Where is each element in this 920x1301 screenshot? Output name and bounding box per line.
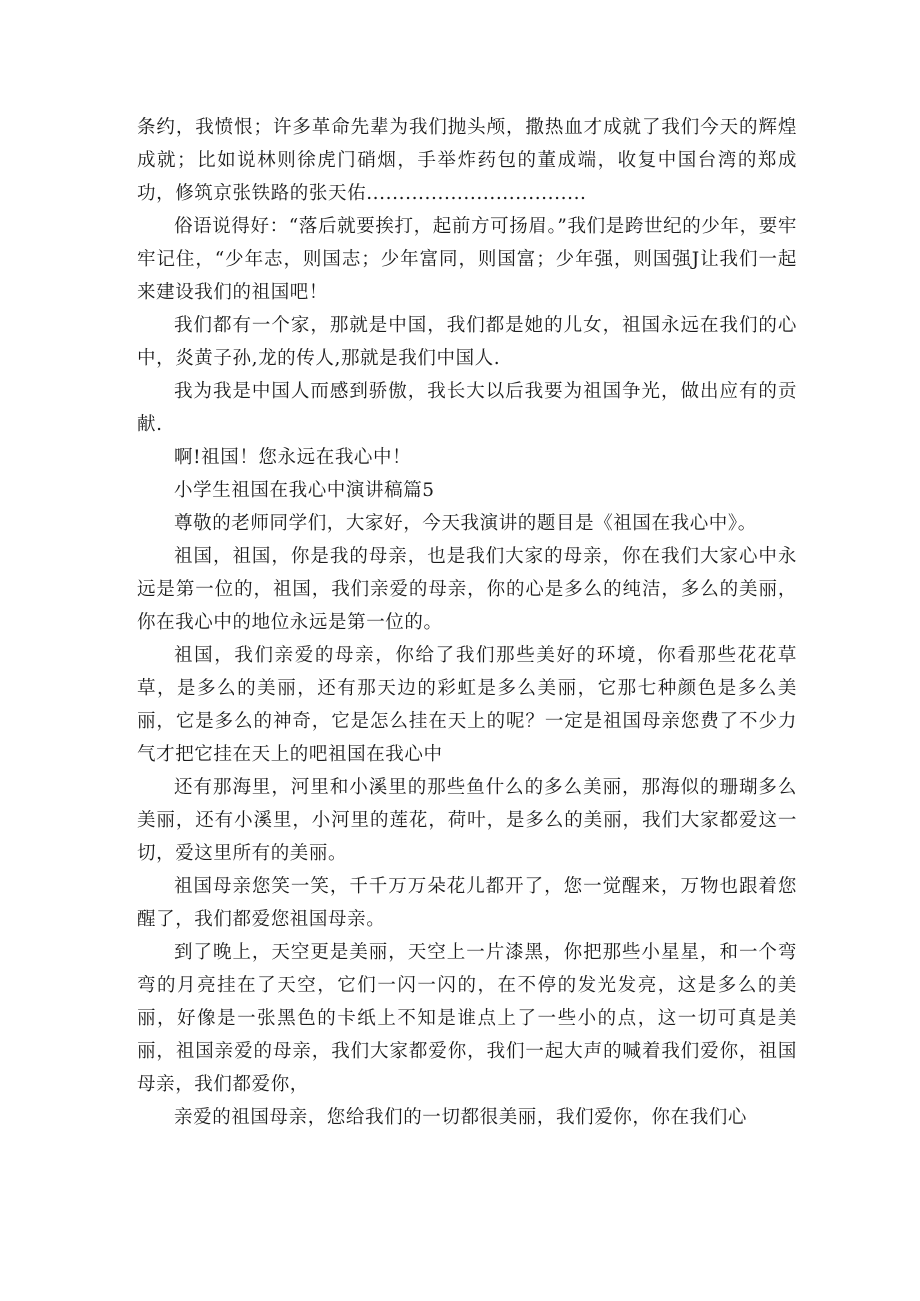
- paragraph: 到了晚上，天空更是美丽，天空上一片漆黑，你把那些小星星，和一个弯弯的月亮挂在了天空，它们一闪一闪的，在不停的发光发亮，这是多么的美丽，好像是一张黑色的卡纸上不知是谁点上了一些小的点，这一切可真是美丽，祖国亲爱的母亲，我们大家都爱你，我们一起大声的喊着我们爱你，祖国母亲，我们都爱你，: [137, 942, 797, 1095]
- paragraph: 俗语说得好：“落后就要挨打，起前方可扬眉。”我们是跨世纪的少年，要牢牢记住，“少年志，则国志；少年富同，则国富；少年强，则国强J让我们一起来建设我们的祖国吧！: [137, 216, 797, 303]
- paragraph: 我为我是中国人而感到骄傲，我长大以后我要为祖国争光，做出应有的贡献.: [137, 381, 797, 435]
- paragraph: 我们都有一个家，那就是中国，我们都是她的儿女，祖国永远在我们的心中，炎黄子孙,龙的传人,那就是我们中国人.: [137, 315, 797, 369]
- section-heading: 小学生祖国在我心中演讲稿篇5: [174, 480, 435, 501]
- document-body: [137, 111, 797, 1134]
- paragraph: 还有那海里，河里和小溪里的那些鱼什么的多么美丽，那海似的珊瑚多么美丽，还有小溪里，小河里的莲花，荷叶，是多么的美丽，我们大家都爱这一切，爱这里所有的美丽。: [137, 777, 797, 864]
- paragraph: 啊!祖国！您永远在我心中！: [174, 447, 412, 468]
- paragraph: 祖国，我们亲爱的母亲，你给了我们那些美好的环境，你看那些花花草草，是多么的美丽，还有那天边的彩虹是多么美丽，它那七种颜色是多么美丽，它是多么的神奇，它是怎么挂在天上的呢？一定是祖国母亲您费了不少力气才把它挂在天上的吧祖国在我心中: [137, 645, 797, 765]
- paragraph: 祖国母亲您笑一笑，千千万万朵花儿都开了，您一觉醒来，万物也跟着您醒了，我们都爱您祖国母亲。: [137, 876, 797, 930]
- paragraph: 尊敬的老师同学们，大家好，今天我演讲的题目是《祖国在我心中》。: [174, 513, 757, 534]
- paragraph: 亲爱的祖国母亲，您给我们的一切都很美丽，我们爱你，你在我们心: [174, 1107, 748, 1128]
- paragraph: 祖国，祖国，你是我的母亲，也是我们大家的母亲，你在我们大家心中永远是第一位的，祖国，我们亲爱的母亲，你的心是多么的纯洁，多么的美丽，你在我心中的地位永远是第一位的。: [137, 546, 797, 633]
- paragraph-continuation: 条约，我愤恨；许多革命先辈为我们抛头颅，撒热血才成就了我们今天的辉煌成就；比如说林则徐虎门硝烟，手举炸药包的董成端，收复中国台湾的郑成功，修筑京张铁路的张天佑..................................: [137, 117, 797, 204]
